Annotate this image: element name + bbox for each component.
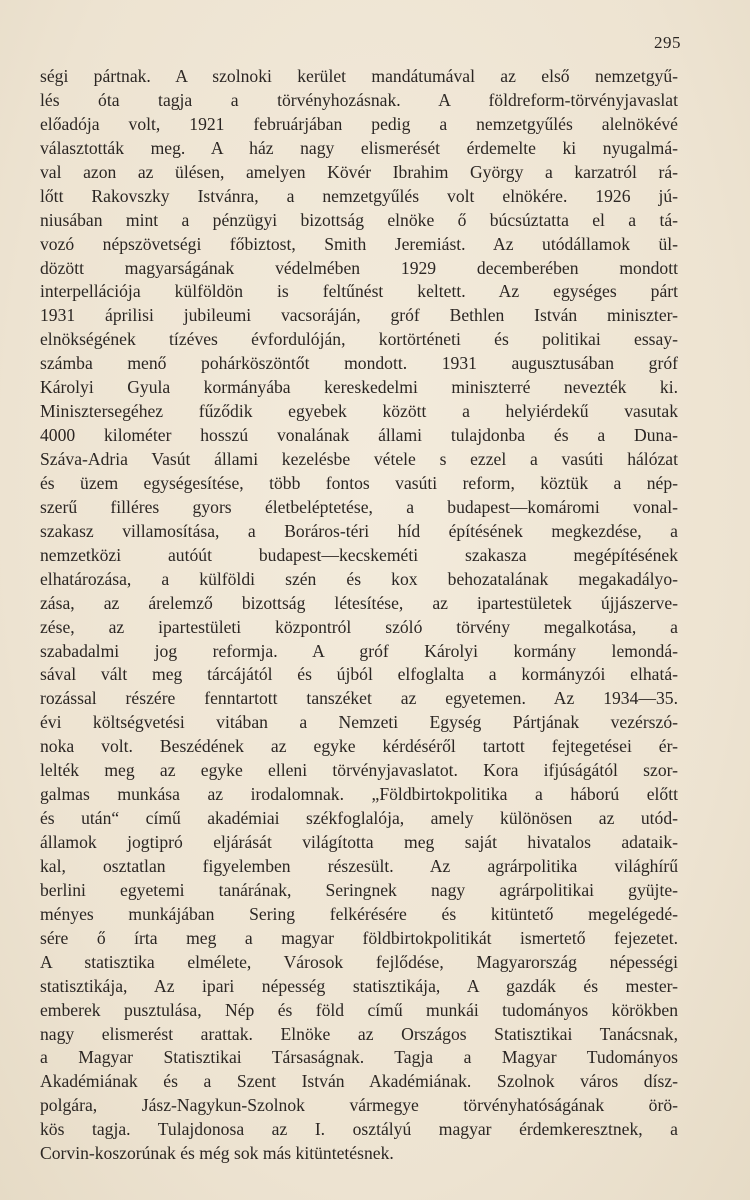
text-line: lés óta tagja a törvényhozásnak. A földreform-törvényjavaslat [40,89,678,110]
text-line: val azon az ülésen, amelyen Kövér Ibrahim György a karzatról rá- [40,161,678,182]
text-line: kös tagja. Tulajdonosa az I. osztályú magyar érdemkeresztnek, a [40,1119,678,1140]
page-number: 295 [654,33,681,52]
text-line: évi költségvetési vitában a Nemzeti Egység Pártjának vezérszó- [40,712,678,733]
body-text [40,65,678,1166]
text-line: Minisztersegéhez fűződik egyebek között a helyiérdekű vasutak [40,401,678,422]
text-line: szabadalmi jog reformja. A gróf Károlyi kormány lemondá- [40,640,678,661]
text-line: emberek pusztulása, Nép és föld című munkái tudományos körökben [40,999,678,1020]
text-line: lőtt Rakovszky Istvánra, a nemzetgyűlés volt elnökére. 1926 jú- [40,185,678,206]
text-line: Károlyi Gyula kormányába kereskedelmi miniszterré nevezték ki. [40,377,678,398]
text-line: és üzem egységesítése, több fontos vasúti reform, köztük a nép- [40,472,678,493]
text-line: elnökségének tízéves évfordulóján, kortörténeti és politikai essay- [40,329,678,350]
text-line: kal, osztatlan figyelemben részesült. Az agrárpolitika világhírű [40,855,678,876]
text-line: statisztikája, Az ipari népesség statisztikája, A gazdák és mester- [40,975,678,996]
text-line: választották meg. A ház nagy elismerését érdemelte ki nyugalmá- [40,137,678,158]
text-line: 1931 áprilisi jubileumi vacsoráján, gróf Bethlen István miniszter- [40,305,678,326]
text-line: elhatározása, a külföldi szén és kox behozatalának megakadályo- [40,568,678,589]
text-line: sával vált meg tárcájától és újból elfoglalta a kormányzói elhatá- [40,664,678,685]
text-line: 4000 kilométer hosszú vonalának állami tulajdonba és a Duna- [40,425,678,446]
text-line: rozással részére fenntartott tanszéket az egyetemen. Az 1934—35. [40,688,678,709]
text-line: ségi pártnak. A szolnoki kerület mandátumával az első nemzetgyű- [40,66,678,86]
text-line: berlini egyetemi tanárának, Seringnek nagy agrárpolitikai gyüjte- [40,879,678,900]
text-line: A statisztika elmélete, Városok fejlődése, Magyarország népességi [40,951,678,972]
text-line: számba menő pohárköszöntőt mondott. 1931 augusztusában gróf [40,353,678,374]
text-line: nemzetközi autóút budapest—kecskeméti szakasza megépítésének [40,544,678,565]
text-line: zése, az ipartestületi központról szóló törvény megalkotása, a [40,616,678,637]
text-line: szerű filléres gyors életbeléptetése, a budapest—komáromi vonal- [40,496,678,517]
text-line: sére ő írta meg a magyar földbirtokpolitikát ismertető fejezetet. [40,927,678,948]
text-line: államok jogtipró eljárását világította meg saját hivatalos adataik- [40,832,678,852]
text-line: Száva-Adria Vasút állami kezelésbe vétele s ezzel a vasúti hálózat [40,449,678,469]
text-line: előadója volt, 1921 februárjában pedig a nemzetgyűlés alelnökévé [40,113,678,134]
text-line: interpellációja külföldön is feltűnést keltett. Az egységes párt [40,281,678,302]
text-line: noka volt. Beszédének az egyke kérdéséről tartott fejtegetései ér- [40,736,678,757]
text-line: a Magyar Statisztikai Társaságnak. Tagja a Magyar Tudományos [40,1047,678,1068]
text-line: galmas munkása az irodalomnak. „Földbirtokpolitika a háború előtt [40,784,678,805]
text-line: ményes munkájában Sering felkérésére és kitüntető megelégedé- [40,903,678,924]
text-line: Corvin-koszorúnak és még sok más kitüntetésnek. [40,1143,394,1164]
text-line: vozó népszövetségi főbiztost, Smith Jeremiást. Az utódállamok ül- [40,233,678,254]
text-line: nagy elismerést arattak. Elnöke az Országos Statisztikai Tanácsnak, [40,1023,678,1044]
text-line: dözött magyarságának védelmében 1929 decemberében mondott [40,257,678,278]
text-line: lelték meg az egyke elleni törvényjavaslatot. Kora ifjúságától szor- [40,760,678,781]
text-line: zása, az árelemző bizottság létesítése, az ipartestületek újjászerve- [40,592,678,613]
text-line: és után“ című akadémiai székfoglalója, amely különösen az utód- [40,808,678,829]
text-line: Akadémiának és a Szent István Akadémiának. Szolnok város dísz- [40,1071,678,1092]
text-line: niusában mint a pénzügyi bizottság elnöke ő búcsúztatta el a tá- [40,209,678,230]
text-line: szakasz villamosítása, a Boráros-téri híd építésének megkezdése, a [40,520,678,541]
text-line: polgára, Jász-Nagykun-Szolnok vármegye törvényhatóságának örö- [40,1095,678,1116]
